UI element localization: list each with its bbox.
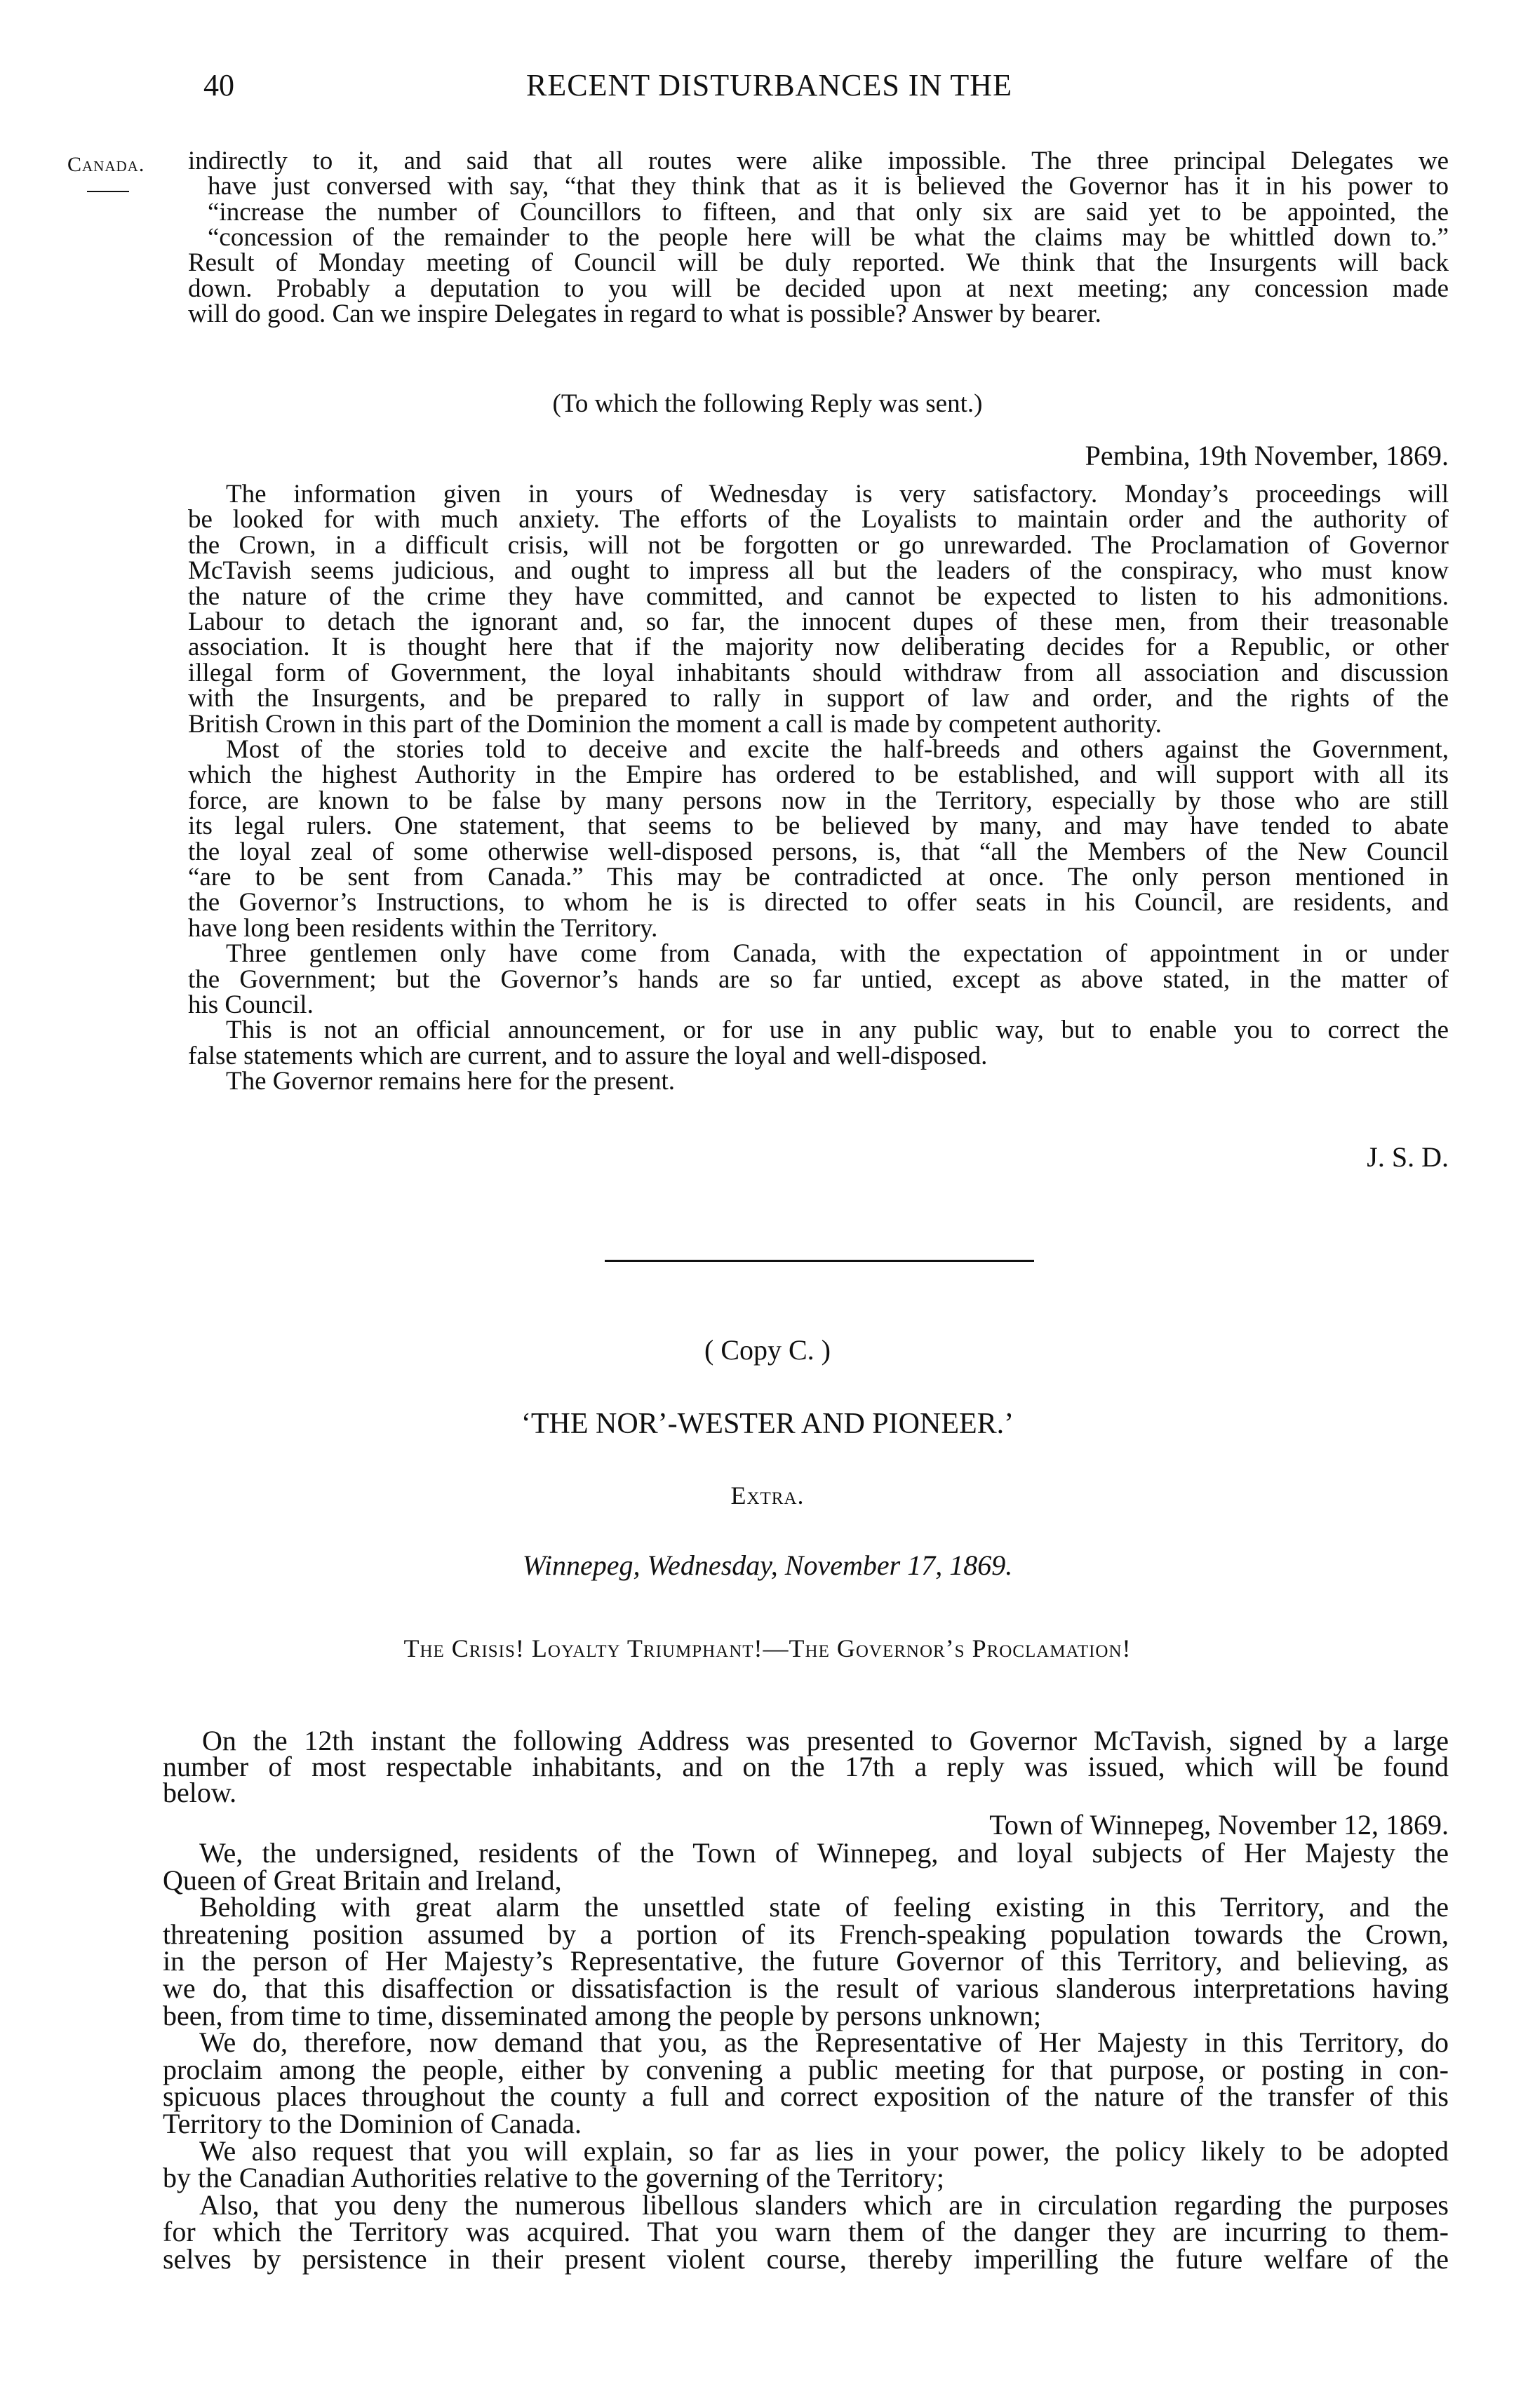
address-line: selves by persistence in their present violent course, thereby imperilling the future welfare of the (163, 2243, 1449, 2275)
intro-line: below. (163, 1777, 237, 1808)
intro-line: On the 12th instant the following Address was presented to Governor McTavish, signed by a large (202, 1725, 1449, 1756)
reply-line: the Governor’s Instructions, to whom he is is directed to offer seats in his Council, are residents, and (188, 888, 1449, 917)
margin-dash (87, 191, 129, 192)
reply-line: McTavish seems judicious, and ought to impress all but the leaders of the conspiracy, who must know (188, 556, 1449, 586)
address-line: We, the undersigned, residents of the Town of Winnepeg, and loyal subjects of Her Majesty the (199, 1837, 1449, 1869)
reply-line: his Council. (188, 990, 314, 1019)
reply-line: The information given in yours of Wednesday is very satisfactory. Monday’s proceedings will (226, 480, 1449, 509)
reply-line: false statements which are current, and to assure the loyal and well-disposed. (188, 1041, 988, 1070)
reply-line: The Governor remains here for the present. (226, 1067, 676, 1096)
reply-line: association. It is thought here that if the majority now deliberating decides for a Republic, or other (188, 633, 1449, 662)
reply-line: British Crown in this part of the Dominion the moment a call is made by competent authority. (188, 709, 1162, 739)
address-line: we do, that this disaffection or dissatisfaction is the result of various slanderous interpretations having (163, 1972, 1449, 2004)
reply-line: which the highest Authority in the Empire has ordered to be established, and will support with all its (188, 760, 1449, 790)
letter-line: “concession of the remainder to the people here will be what the claims may be whittled down to.” (208, 222, 1449, 252)
address-line: Also, that you deny the numerous libellous slanders which are in circulation regarding the purposes (199, 2188, 1449, 2221)
address-line: proclaim among the people, either by convening a public meeting for that purpose, or posting in con- (163, 2053, 1449, 2085)
reply-line: force, are known to be false by many persons now in the Territory, especially by those who are still (188, 786, 1449, 815)
letter-line: down. Probably a deputation to you will be decided upon at next meeting; any concession made (188, 274, 1449, 303)
address-dateline: Town of Winnepeg, November 12, 1869. (989, 1809, 1449, 1841)
copy-label: ( Copy C. ) (704, 1334, 831, 1366)
address-line: We also request that you will explain, so far as lies in your power, the policy likely to be adopted (199, 2134, 1449, 2167)
address-line: threatening position assumed by a portion of its French-speaking population towards the Crown, (163, 1918, 1449, 1950)
running-title: RECENT DISTURBANCES IN THE (526, 68, 1012, 102)
signature: J. S. D. (1367, 1141, 1449, 1173)
reply-line: the Government; but the Governor’s hands are so far untied, except as above stated, in the matter of (188, 964, 1449, 994)
reply-line: Most of the stories told to deceive and excite the half-breeds and others against the Government, (226, 735, 1449, 764)
page-number: 40 (203, 68, 234, 102)
extra-label: Extra. (730, 1481, 805, 1509)
letter-line: “increase the number of Councillors to fifteen, and that only six are said yet to be appointed, the (208, 197, 1449, 227)
newspaper-title: ‘THE NOR’-WESTER AND PIONEER.’ (521, 1408, 1014, 1440)
reply-dateline: Pembina, 19th November, 1869. (1085, 440, 1449, 471)
address-line: We do, therefore, now demand that you, as the Representative of Her Majesty in this Territory, do (199, 2026, 1449, 2059)
headline: The Crisis! Loyalty Triumphant!—The Governor’s Proclamation! (403, 1634, 1132, 1662)
address-line: in the person of Her Majesty’s Representative, the future Governor of this Territory, and believing, as (163, 1945, 1449, 1977)
reply-line: be looked for with much anxiety. The efforts of the Loyalists to maintain order and the authority of (188, 505, 1449, 534)
letter-line: will do good. Can we inspire Delegates in regard to what is possible? Answer by bearer. (188, 299, 1101, 328)
intro-line: number of most respectable inhabitants, and on the 17th a reply was issued, which will be found (163, 1751, 1449, 1782)
margin-note: Canada. (67, 153, 145, 176)
reply-heading: (To which the following Reply was sent.) (552, 389, 983, 418)
reply-line: Three gentlemen only have come from Canada, with the expectation of appointment in or under (226, 939, 1449, 969)
letter-line: have just conversed with say, “that they think that as it is believed the Governor has it in his power to (208, 172, 1449, 201)
section-divider (605, 1260, 1034, 1262)
reply-line: Labour to detach the ignorant and, so far, the innocent dupes of these men, from their treasonable (188, 607, 1449, 636)
address-line: Beholding with great alarm the unsettled state of feeling existing in this Territory, and the (199, 1891, 1449, 1923)
reply-line: the Crown, in a difficult crisis, will not be forgotten or go unrewarded. The Proclamation of Governor (188, 530, 1449, 560)
reply-line: the nature of the crime they have committed, and cannot be expected to listen to his admonitions. (188, 581, 1449, 611)
address-line: for which the Territory was acquired. That you warn them of the danger they are incurring to them- (163, 2216, 1449, 2248)
reply-line: This is not an official announcement, or for use in any public way, but to enable you to correct the (226, 1016, 1449, 1045)
reply-line: its legal rulers. One statement, that seems to be believed by many, and may have tended to abate (188, 812, 1449, 841)
letter-line: indirectly to it, and said that all routes were alike impossible. The three principal Delegates we (188, 147, 1449, 175)
address-line: Territory to the Dominion of Canada. (163, 2108, 582, 2139)
reply-line: have long been residents within the Territory. (188, 913, 658, 943)
reply-line: the loyal zeal of some otherwise well-disposed persons, is, that “all the Members of the New Council (188, 837, 1449, 866)
address-line: Queen of Great Britain and Ireland, (163, 1864, 562, 1896)
address-line: by the Canadian Authorities relative to the governing of the Territory; (163, 2162, 944, 2194)
address-line: spicuous places throughout the county a full and correct exposition of the nature of the transfer of this (163, 2080, 1449, 2113)
reply-line: “are to be sent from Canada.” This may be contradicted at once. The only person mentioned in (188, 863, 1449, 892)
address-line: been, from time to time, disseminated among the people by persons unknown; (163, 1999, 1041, 2031)
reply-line: with the Insurgents, and be prepared to rally in support of law and order, and the rights of the (188, 684, 1449, 713)
reply-line: illegal form of Government, the loyal inhabitants should withdraw from all association and discussion (188, 658, 1449, 687)
newspaper-dateline: Winnepeg, Wednesday, November 17, 1869. (522, 1549, 1013, 1581)
letter-line: Result of Monday meeting of Council will be duly reported. We think that the Insurgents will back (188, 248, 1449, 278)
